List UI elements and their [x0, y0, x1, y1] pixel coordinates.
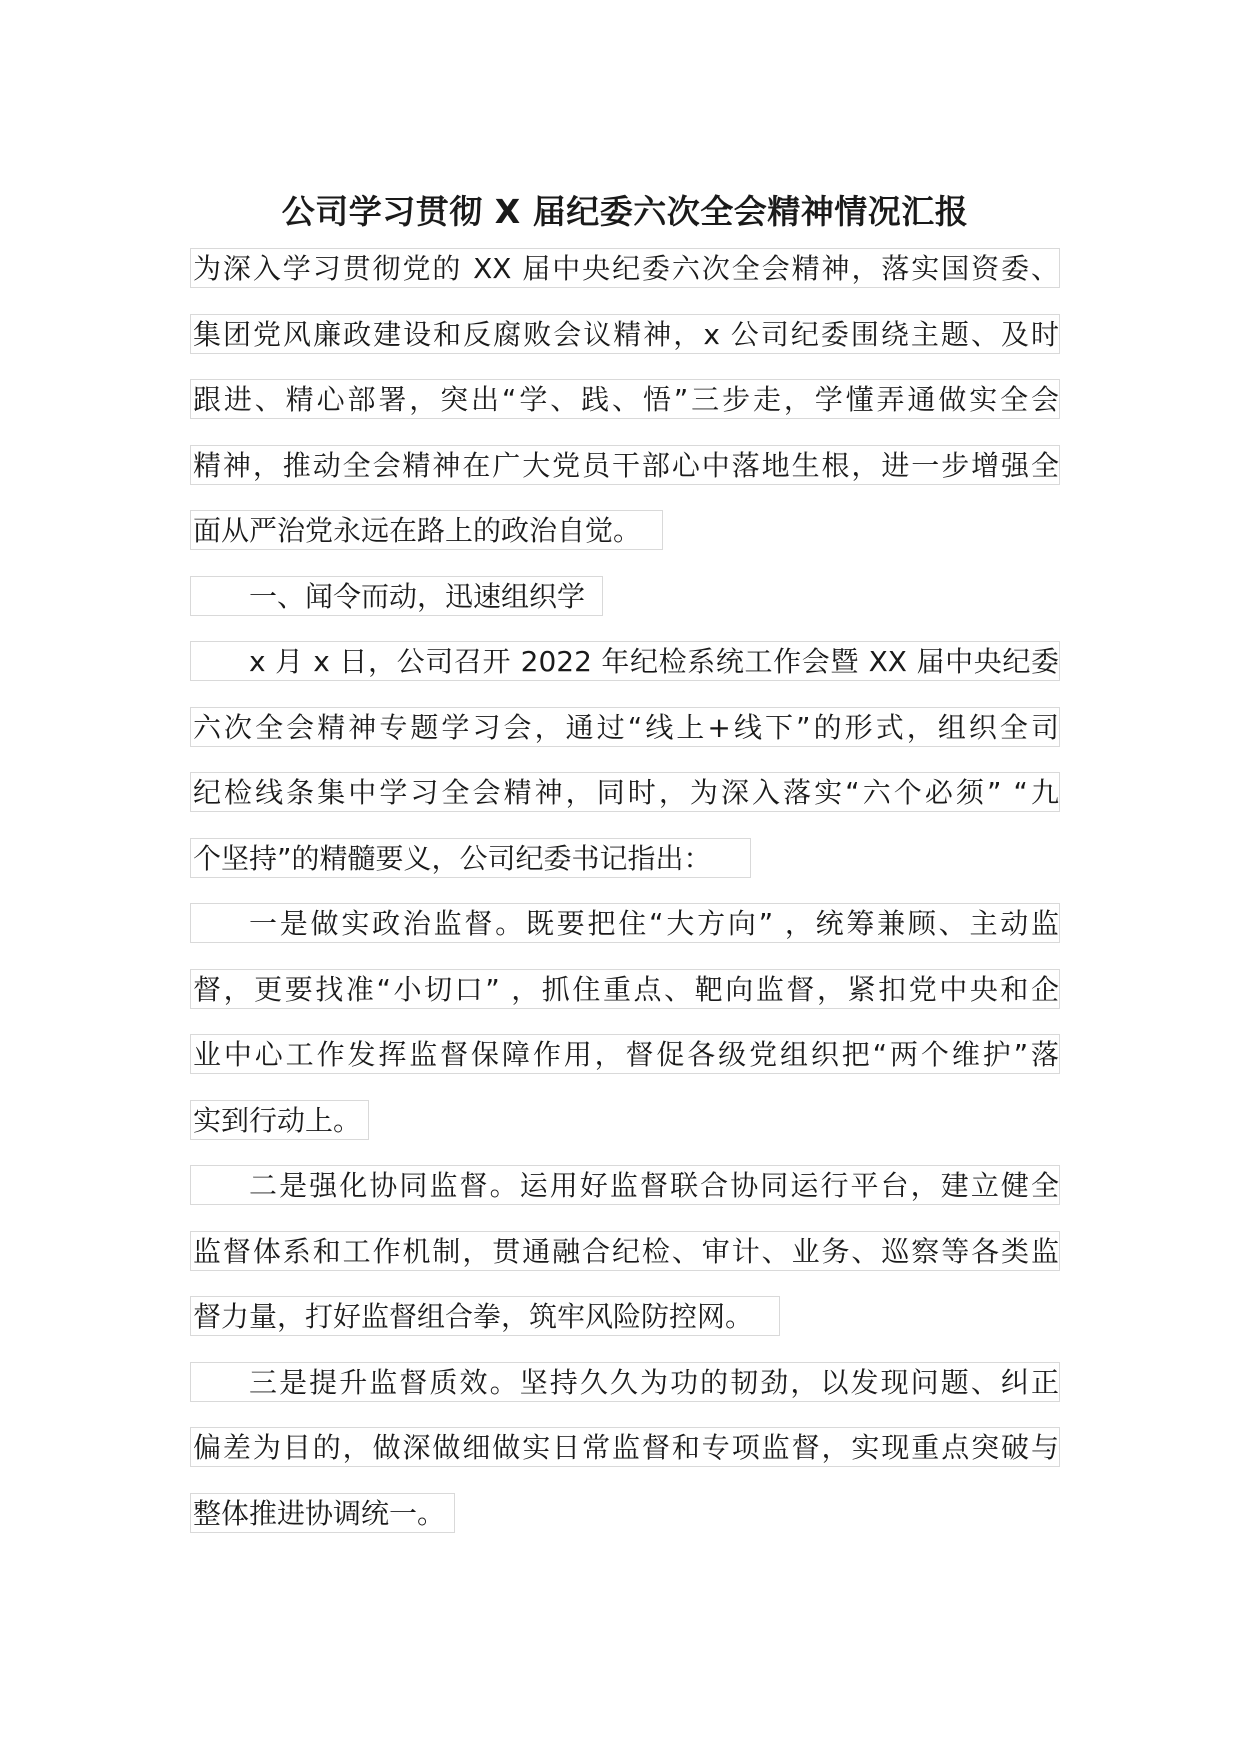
text-line: 偏差为目的，做深做细做实日常监督和专项监督，实现重点突破与: [190, 1427, 1060, 1467]
text-line: 一、闻令而动，迅速组织学: [190, 576, 603, 616]
text-line: 二是强化协同监督。运用好监督联合协同运行平台，建立健全: [190, 1165, 1060, 1205]
text-line: 为深入学习贯彻党的 XX 届中央纪委六次全会精神，落实国资委、: [190, 248, 1060, 288]
text-line: 实到行动上。: [190, 1100, 369, 1140]
text-line: 督力量，打好监督组合拳，筑牢风险防控网。: [190, 1296, 780, 1336]
text-line: 一是做实政治监督。既要把住“大方向” ，统筹兼顾、主动监: [190, 903, 1060, 943]
text-line: x 月 x 日，公司召开 2022 年纪检系统工作会暨 XX 届中央纪委: [190, 641, 1060, 681]
text-line: 精神，推动全会精神在广大党员干部心中落地生根，进一步增强全: [190, 445, 1060, 485]
text-line: 面从严治党永远在路上的政治自觉。: [190, 510, 663, 550]
text-line: 整体推进协调统一。: [190, 1493, 455, 1533]
text-line: 集团党风廉政建设和反腐败会议精神，x 公司纪委围绕主题、及时: [190, 314, 1060, 354]
document-title: 公司学习贯彻 X 届纪委六次全会精神情况汇报: [281, 192, 969, 231]
text-line: 六次全会精神专题学习会，通过“线上+线下”的形式，组织全司: [190, 707, 1060, 747]
text-line: 纪检线条集中学习全会精神，同时，为深入落实“六个必须” “九: [190, 772, 1060, 812]
text-line: 监督体系和工作机制，贯通融合纪检、审计、业务、巡察等各类监: [190, 1231, 1060, 1271]
text-line: 业中心工作发挥监督保障作用，督促各级党组织把“两个维护”落: [190, 1034, 1060, 1074]
text-line: 跟进、精心部署，突出“学、践、悟”三步走，学懂弄通做实全会: [190, 379, 1060, 419]
text-line: 个坚持”的精髓要义，公司纪委书记指出：: [190, 838, 751, 878]
text-line: 三是提升监督质效。坚持久久为功的韧劲，以发现问题、纠正: [190, 1362, 1060, 1402]
text-line: 督，更要找准“小切口” ，抓住重点、靶向监督，紧扣党中央和企: [190, 969, 1060, 1009]
